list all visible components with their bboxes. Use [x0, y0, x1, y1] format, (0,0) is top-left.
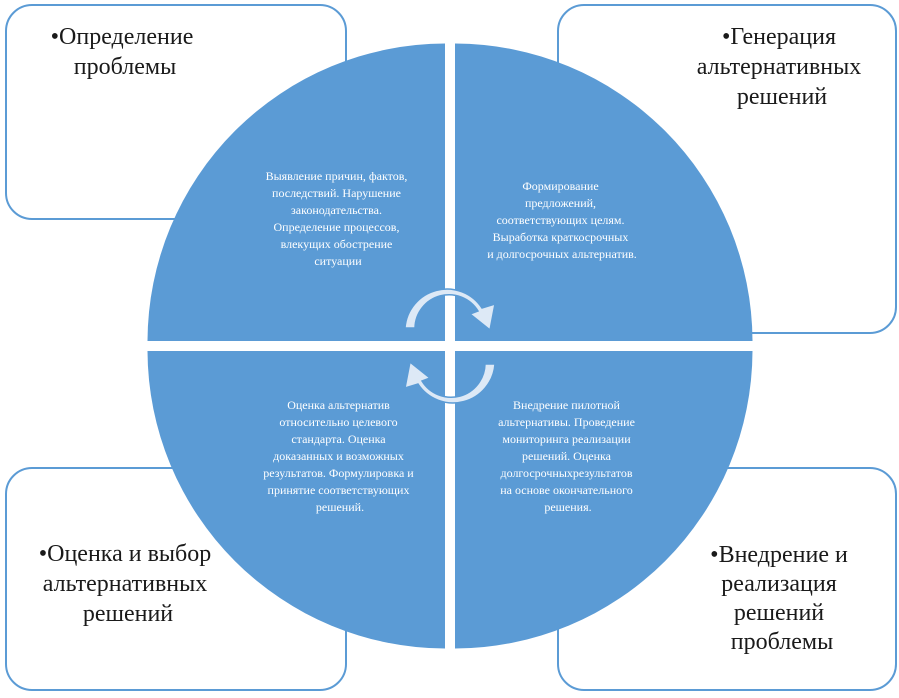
quadrant-text-bottom-right: Внедрение пилотной альтернативы. Проведение мониторинга реализации решений. Оценка долгосрочныхрезультатов на основе окончательного решения. [498, 398, 635, 514]
quadrant-text-bottom-left: Оценка альтернатив относительно целевого стандарта. Оценка доказанных и возможных результатов. Формулировка и принятие соответствующих решений. [263, 398, 414, 514]
box-title-top-right: •Генерация альтернативных решений [696, 24, 862, 110]
quadrant-text-top-left: Выявление причин, фактов, последствий. Нарушение законодательства. Определение процессов, влекущих обострение ситуации [265, 169, 408, 268]
box-title-bottom-right: •Внедрение и реализация решений проблемы [710, 542, 848, 655]
box-title-bottom-left: •Оценка и выбор альтернативных решений [38, 541, 212, 627]
quadrant-text-top-right: Формирование предложений, соответствующих целям. Выработка краткосрочных и долгосрочных альтернатив. [487, 179, 637, 261]
box-title-top-left: •Определение проблемы [50, 24, 194, 80]
